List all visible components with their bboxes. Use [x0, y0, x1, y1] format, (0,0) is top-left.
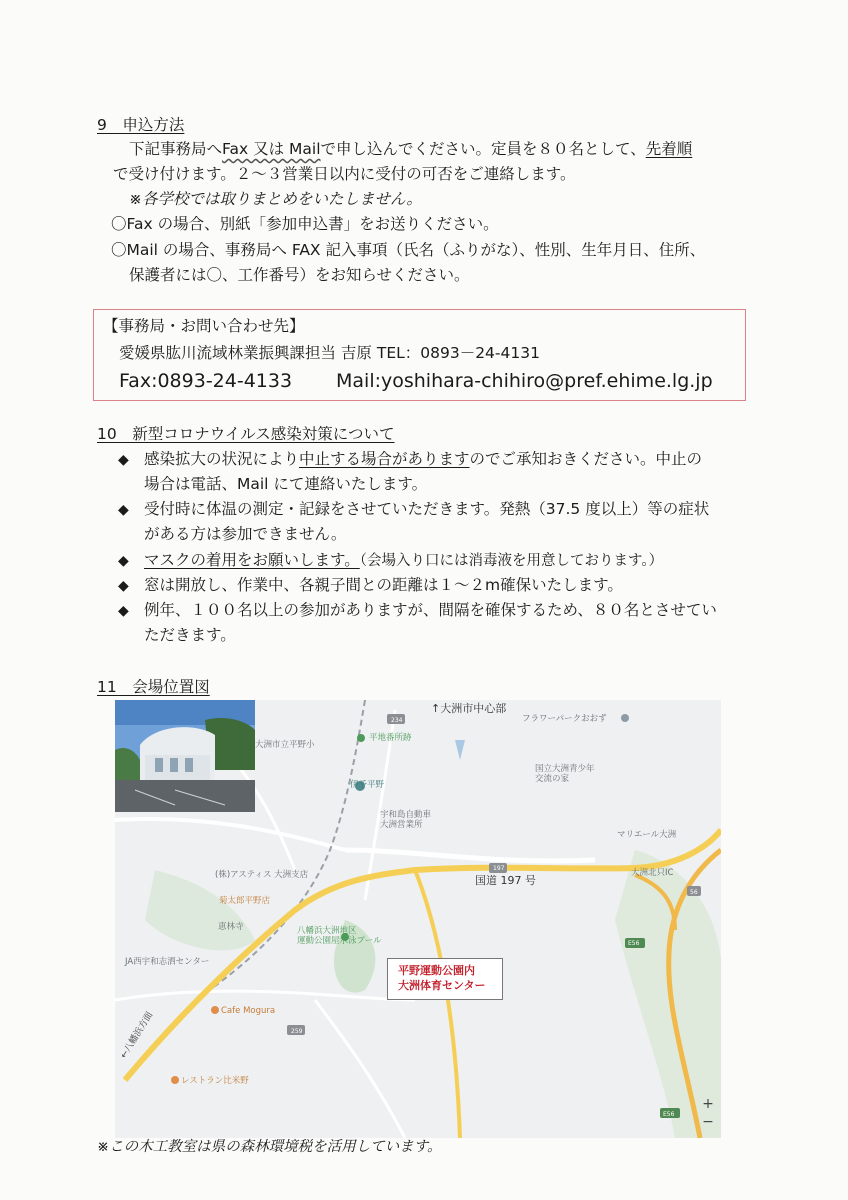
- map-marie-label: マリエール大洲: [617, 830, 677, 840]
- venue-photo: [115, 700, 255, 812]
- bullet5-line2: ただきます。: [144, 626, 236, 644]
- map-kikutaro-label: 菊太郎平野店: [219, 896, 271, 906]
- bullet1-line2: 場合は電話、Mail にて連絡いたします。: [144, 475, 428, 493]
- map-poi-dot: [621, 714, 629, 722]
- bullet-diamond: ◆: [118, 553, 129, 569]
- map-poi-dot: [211, 1006, 219, 1014]
- section9-fax-line: 〇Fax の場合、別紙「参加申込書」をお送りください。: [111, 215, 499, 233]
- bullet-diamond: ◆: [118, 502, 129, 518]
- bullet1-line1: [144, 449, 702, 469]
- section9-mail-line2: 保護者には〇、工作番号）をお知らせください。: [129, 266, 470, 284]
- map-road: [115, 991, 415, 1000]
- contact-fax: Fax:0893-24-4133: [119, 370, 293, 392]
- section11-heading: 11 会場位置図: [97, 678, 210, 696]
- section9-line1-c: で申し込んでください。定員を８０名として、: [320, 140, 646, 158]
- bullet1-c: のでご承知おきください。中止の: [469, 450, 703, 468]
- map-iyo-hirano-label: 伊予平野: [350, 780, 385, 790]
- section9-line1-a: 下記事務局へ: [129, 140, 223, 158]
- map-e56b-label: E56: [663, 1111, 675, 1118]
- bullet-diamond: ◆: [118, 603, 129, 619]
- map-restaurant-label: レストラン比米野: [181, 1076, 249, 1086]
- map-kyorinji-label: 恵林寺: [218, 922, 244, 932]
- map-road: [345, 850, 595, 861]
- bullet3: [144, 550, 663, 571]
- venue-map: [115, 700, 721, 1138]
- section9-fax-mail: Fax 又は Mail: [222, 140, 321, 158]
- bullet3-mask: マスクの着用をお願いします。: [144, 551, 360, 569]
- section9-mail-line1: 〇Mail の場合、事務局へ FAX 記入事項（氏名（ふりがな）、性別、生年月日、住所、: [111, 241, 706, 259]
- map-ja-center-label: JA西宇和志洒センター: [125, 957, 210, 967]
- map-main-road: [415, 870, 460, 1138]
- bullet-diamond: ◆: [118, 452, 129, 468]
- bullet2-line2: がある方は参加できません。: [144, 525, 347, 543]
- map-hachiman-park-label: 八幡浜大洲地区 運動公園屋水泳プール: [297, 926, 382, 946]
- map-poi-dot: [171, 1076, 179, 1084]
- map-road234-label: 234: [391, 717, 403, 724]
- footer-note: ※この木工教室は県の森林環境税を活用しています。: [97, 1139, 442, 1155]
- map-route197-label: 国道 197 号: [475, 874, 536, 887]
- callout-line1: 平野運動公園内: [398, 964, 475, 977]
- map-poi-dot: [357, 734, 365, 742]
- bullet-diamond: ◆: [118, 578, 129, 594]
- bullet2-line1: 受付時に体温の測定・記録をさせていただきます。発熱（37.5 度以上）等の症状: [144, 500, 710, 518]
- map-yawatahama-label: ←八幡浜方面: [119, 1010, 156, 1061]
- contact-org: 愛媛県肱川流域林業振興課担当 吉原 TEL：0893－24-4131: [119, 344, 540, 362]
- map-elementary-label: 大洲市立平野小: [255, 740, 315, 750]
- map-road259-label: 259: [291, 1028, 303, 1035]
- map-park-area: [145, 870, 255, 950]
- section9-line1: [129, 139, 692, 159]
- section9-line2: で受け付けます。２～３営業日以内に受付の可否をご連絡します。: [113, 165, 576, 183]
- map-bus-office-label: 宇和島自動車 大洲営業所: [380, 810, 432, 830]
- section9-note: ※各学校では取りまとめをいたしません。: [129, 190, 422, 208]
- map-zoom-controls: + −: [702, 1096, 714, 1130]
- map-cafe-label: Cafe Mogura: [221, 1006, 276, 1016]
- section9-heading: 9 申込方法: [97, 116, 185, 134]
- map-pond: [455, 740, 465, 760]
- bullet1-cancel: 中止する場合があります: [299, 450, 470, 468]
- map-flower-park-label: フラワーパークおおず: [522, 714, 607, 724]
- section9-first-come: 先着順: [645, 140, 693, 158]
- bullet3-b: （会場入り口には消毒液を用意しております。）: [359, 553, 664, 569]
- map-ozu-kita-ic-label: 大洲北只IC: [631, 868, 674, 878]
- map-youth-house-label: 国立大洲青少年 交流の家: [535, 764, 595, 784]
- callout-line2: 大洲体育センター: [398, 979, 486, 992]
- venue-callout: [387, 958, 503, 1000]
- map-road56-label: 56: [690, 889, 698, 896]
- map-city-center-label: ↑大洲市中心部: [431, 702, 507, 715]
- section10-heading: 10 新型コロナウイルス感染対策について: [97, 425, 395, 443]
- map-e56a-label: E56: [628, 940, 640, 947]
- map-road197-badge-label: 197: [493, 865, 505, 872]
- map-road: [115, 819, 345, 850]
- map-asteis-label: (株)アスティス 大洲支店: [215, 870, 309, 880]
- contact-title: 【事務局・お問い合わせ先】: [103, 317, 305, 335]
- bullet4: 窓は開放し、作業中、各親子間との距離は１～２m確保いたします。: [144, 576, 623, 594]
- map-road: [315, 1000, 405, 1138]
- bullet5-line1: 例年、１００名以上の参加がありますが、間隔を確保するため、８０名とさせてい: [144, 601, 717, 619]
- bullet1-a: 感染拡大の状況により: [144, 450, 300, 468]
- map-hirachi-label: 平地番所跡: [369, 733, 412, 743]
- contact-mail: Mail:yoshihara-chihiro@pref.ehime.lg.jp: [336, 370, 713, 392]
